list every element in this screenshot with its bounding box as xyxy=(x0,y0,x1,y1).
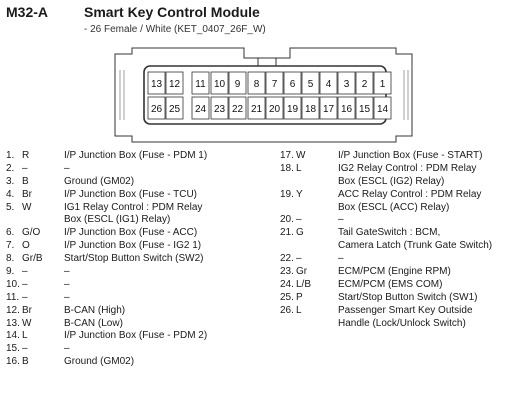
wire-color: Gr/B xyxy=(22,253,43,265)
pin-description: Camera Latch (Trunk Gate Switch) xyxy=(338,240,493,252)
pin-number: 23. xyxy=(280,266,294,278)
pin-number: 17. xyxy=(280,150,294,161)
pin-description: I/P Junction Box (Fuse - PDM 2) xyxy=(64,330,208,342)
pin-description: – xyxy=(64,162,70,174)
wire-color: G/O xyxy=(22,227,41,239)
pin-number: 6. xyxy=(6,227,15,239)
pin-1-label: 1 xyxy=(379,79,386,90)
pin-description: B-CAN (Low) xyxy=(64,317,123,329)
pin-description: I/P Junction Box (Fuse - START) xyxy=(338,150,483,161)
wire-color: L xyxy=(22,330,28,342)
pin-description: Passenger Smart Key Outside xyxy=(338,304,473,316)
pin-description: Box (ESCL (ACC) Relay) xyxy=(338,201,450,213)
pin-number: 14. xyxy=(6,330,20,342)
pin-description: IG1 Relay Control : PDM Relay xyxy=(64,201,203,213)
wire-color: R xyxy=(22,150,30,161)
wire-color: L/B xyxy=(296,278,312,290)
pin-number: 13. xyxy=(6,317,20,329)
wire-color: Gr xyxy=(296,266,308,278)
pin-number: 26. xyxy=(280,304,294,316)
pin-description: – xyxy=(64,266,70,278)
wire-color: W xyxy=(296,150,306,161)
pin-number: 25. xyxy=(280,291,294,303)
pin-number: 19. xyxy=(280,188,294,200)
wire-color: – xyxy=(22,278,28,290)
pin-number: 5. xyxy=(6,201,15,213)
connector-subtitle: - 26 Female / White (KET_0407_26F_W) xyxy=(84,24,266,35)
pin-21-label: 21 xyxy=(250,104,263,115)
module-title: Smart Key Control Module xyxy=(84,4,260,20)
pin-26-label: 26 xyxy=(150,104,163,115)
pin-number: 3. xyxy=(6,175,15,187)
pin-number: 10. xyxy=(6,278,20,290)
wire-color: Br xyxy=(22,304,32,316)
pin-number: 16. xyxy=(6,356,20,368)
pin-7-label: 7 xyxy=(271,79,278,90)
pin-number: 2. xyxy=(6,162,15,174)
pin-description: – xyxy=(64,278,70,290)
wire-color: – xyxy=(22,291,28,303)
pin-13-label: 13 xyxy=(150,79,163,90)
pin-number: 12. xyxy=(6,304,20,316)
pin-6-label: 6 xyxy=(289,79,296,90)
pin-description: Ground (GM02) xyxy=(64,356,135,368)
pin-description: Start/Stop Button Switch (SW2) xyxy=(64,253,204,265)
pin-17-label: 17 xyxy=(322,104,335,115)
wire-color: – xyxy=(22,343,28,355)
pin-20-label: 20 xyxy=(268,104,281,115)
connector-diagram xyxy=(0,0,526,150)
pin-14-label: 14 xyxy=(376,104,389,115)
wire-color: P xyxy=(296,291,303,303)
pin-number: 9. xyxy=(6,266,15,278)
wire-color: Br xyxy=(22,188,32,200)
wire-color: W xyxy=(22,201,32,213)
wire-color: – xyxy=(22,162,28,174)
pin-5-label: 5 xyxy=(307,79,314,90)
pin-number: 11. xyxy=(6,291,20,303)
pin-number: 24. xyxy=(280,278,294,290)
pin-description: I/P Junction Box (Fuse - PDM 1) xyxy=(64,150,208,161)
pin-description: – xyxy=(338,214,344,226)
pin-description: I/P Junction Box (Fuse - TCU) xyxy=(64,188,198,200)
wire-color: W xyxy=(22,317,32,329)
wire-color: O xyxy=(22,240,30,252)
pin-description: I/P Junction Box (Fuse - IG2 1) xyxy=(64,240,202,252)
pin-number: 20. xyxy=(280,214,294,226)
pin-2-label: 2 xyxy=(361,79,368,90)
pin-12-label: 12 xyxy=(168,79,181,90)
pin-number: 18. xyxy=(280,162,294,174)
pin-number: 21. xyxy=(280,227,294,239)
pin-15-label: 15 xyxy=(358,104,371,115)
pin-number: 1. xyxy=(6,150,15,161)
connector-code: M32-A xyxy=(6,4,49,20)
wire-color: G xyxy=(296,227,304,239)
pin-number: 4. xyxy=(6,188,15,200)
wire-color: L xyxy=(296,304,302,316)
wire-color: – xyxy=(296,253,302,265)
wire-color: – xyxy=(22,266,28,278)
pin-description: Start/Stop Button Switch (SW1) xyxy=(338,291,478,303)
pin-24-label: 24 xyxy=(194,104,207,115)
wire-color: B xyxy=(22,175,29,187)
pin-description: – xyxy=(64,291,70,303)
pin-description: IG2 Relay Control : PDM Relay xyxy=(338,162,477,174)
wire-color: – xyxy=(296,214,302,226)
pin-10-label: 10 xyxy=(213,79,226,90)
pin-number: 15. xyxy=(6,343,20,355)
pin-description: – xyxy=(338,253,344,265)
pin-description: Box (ESCL (IG2) Relay) xyxy=(338,175,445,187)
wire-color: L xyxy=(296,162,302,174)
pin-description: I/P Junction Box (Fuse - ACC) xyxy=(64,227,198,239)
pin-19-label: 19 xyxy=(286,104,299,115)
pin-number: 7. xyxy=(6,240,15,252)
pin-9-label: 9 xyxy=(234,79,241,90)
pin-description: Ground (GM02) xyxy=(64,175,135,187)
pin-description: Tail GateSwitch : BCM, xyxy=(338,227,441,239)
wire-color: Y xyxy=(296,188,303,200)
pin-description: – xyxy=(64,343,70,355)
pin-description: ECM/PCM (Engine RPM) xyxy=(338,266,451,278)
pin-description: Box (ESCL (IG1) Relay) xyxy=(64,214,171,226)
pin-25-label: 25 xyxy=(168,104,181,115)
pin-description: ECM/PCM (EMS COM) xyxy=(338,278,443,290)
pin-22-label: 22 xyxy=(231,104,244,115)
pin-4-label: 4 xyxy=(325,79,332,90)
pin-11-label: 11 xyxy=(195,79,206,90)
pin-8-label: 8 xyxy=(253,79,260,90)
pin-description: ACC Relay Control : PDM Relay xyxy=(338,188,482,200)
pin-16-label: 16 xyxy=(340,104,353,115)
pin-description: Handle (Lock/Unlock Switch) xyxy=(338,317,466,329)
pin-3-label: 3 xyxy=(343,79,350,90)
pin-18-label: 18 xyxy=(304,104,317,115)
wire-color: B xyxy=(22,356,29,368)
pin-23-label: 23 xyxy=(213,104,226,115)
pin-number: 22. xyxy=(280,253,294,265)
pin-description: B-CAN (High) xyxy=(64,304,126,316)
pin-number: 8. xyxy=(6,253,15,265)
